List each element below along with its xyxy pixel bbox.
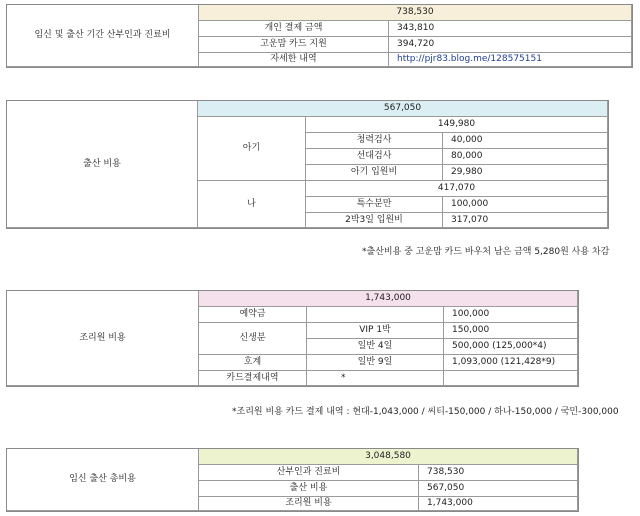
row-label: 2박3일 입원비 [306,213,443,228]
delivery-costs-table [6,100,609,229]
row-sub: 일반 4일 [307,339,444,355]
row-sub: 일반 9일 [307,355,444,371]
row-label: 고운맘 카드 지원 [199,37,389,53]
detail-link[interactable]: http://pjr83.blog.me/128575151 [389,53,632,67]
section-title: 임신 출산 총비용 [7,449,199,511]
total-costs-table [6,448,579,512]
row-value: 567,050 [419,481,578,497]
section-total: 738,530 [199,5,632,21]
section-title: 임신 및 출산 기간 산부인과 진료비 [7,5,199,67]
row-value: 29,980 [443,165,608,181]
row-label: 출산 비용 [199,481,419,497]
row-value: 500,000 (125,000*4) [444,339,578,355]
me-subtotal: 417,070 [306,181,608,197]
row-value: 100,000 [443,197,608,213]
row-label: 산부인과 진료비 [199,465,419,481]
baby-subtotal: 149,980 [306,117,608,133]
row-label: 자세한 내역 [199,53,389,67]
row-label: 특수분만 [306,197,443,213]
section-total: 3,048,580 [199,449,578,465]
row-value: 1,743,000 [419,497,578,511]
row-value: 1,093,000 (121,428*9) [444,355,578,371]
section-total: 1,743,000 [199,291,578,307]
row-label: 아기 입원비 [306,165,443,181]
row-label: 조리원 비용 [199,497,419,511]
card-label: 카드결제내역 [199,371,307,386]
deposit-value: 100,000 [444,307,578,323]
row-value: 343,810 [389,21,632,37]
dorm-label: 호계 [199,355,307,371]
section-title: 조리원 비용 [7,291,199,386]
row-value: 317,070 [443,213,608,228]
row-label: 개인 결제 금액 [199,21,389,37]
row-label: 선대검사 [306,149,443,165]
row-value: 40,000 [443,133,608,149]
row-value: 738,530 [419,465,578,481]
deposit-blank [307,307,444,323]
newborn-label: 신생분 [199,323,307,355]
deposit-label: 예약금 [199,307,307,323]
card-value [444,371,578,386]
row-sub: VIP 1박 [307,323,444,339]
baby-label: 아기 [198,117,306,181]
section-total: 567,050 [198,101,608,117]
card-sub: * [307,371,444,386]
row-value: 150,000 [444,323,578,339]
delivery-note: *출산비용 중 고운맘 카드 바우처 남은 금액 5,280원 사용 차감 [362,247,610,257]
row-value: 394,720 [389,37,632,53]
section-title: 출산 비용 [7,101,198,228]
row-value: 80,000 [443,149,608,165]
me-label: 나 [198,181,306,228]
prenatal-costs-table [6,4,633,68]
postnatal-care-table [6,290,579,387]
row-label: 청력검사 [306,133,443,149]
care-note: *조리원 비용 카드 결제 내역 : 현대-1,043,000 / 씨티-150,000 / 하나-150,000 / 국민-300,000 [232,407,619,417]
